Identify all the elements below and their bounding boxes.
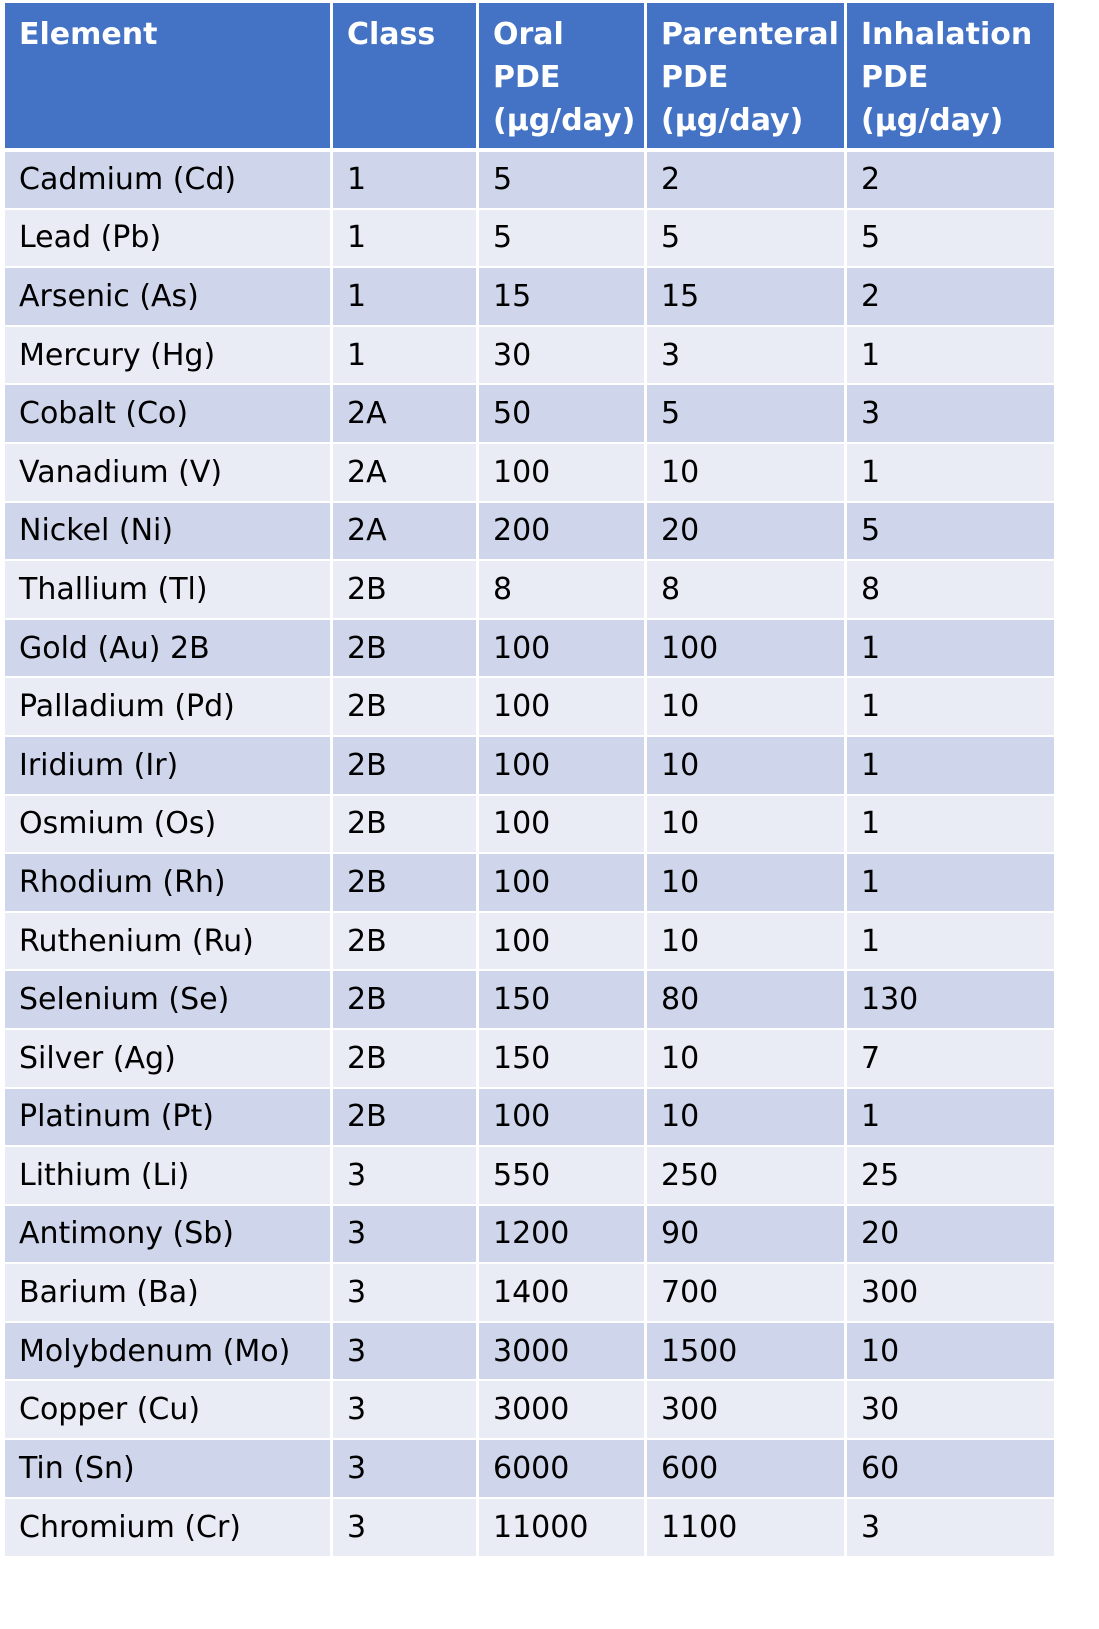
cell-parenteral-pde: 5 [646, 384, 846, 443]
cell-class: 2B [332, 795, 478, 854]
table-row [4, 384, 1056, 443]
cell-inhalation-pde: 1 [846, 736, 1056, 795]
cell-element: Cadmium (Cd) [4, 150, 332, 209]
cell-inhalation-pde: 300 [846, 1263, 1056, 1322]
table-row [4, 1263, 1056, 1322]
cell-oral-pde: 8 [478, 560, 646, 619]
header-parenteral-pde: Parenteral PDE (µg/day) [646, 3, 846, 150]
cell-parenteral-pde: 10 [646, 912, 846, 971]
cell-inhalation-pde: 8 [846, 560, 1056, 619]
header-inhalation-pde: Inhalation PDE (µg/day) [846, 3, 1056, 150]
cell-parenteral-pde: 10 [646, 443, 846, 502]
table-row [4, 209, 1056, 268]
cell-element: Gold (Au) 2B [4, 619, 332, 678]
table-row [4, 853, 1056, 912]
cell-parenteral-pde: 10 [646, 853, 846, 912]
table-body [4, 150, 1056, 1556]
cell-parenteral-pde: 10 [646, 795, 846, 854]
table-row [4, 150, 1056, 209]
cell-oral-pde: 100 [478, 443, 646, 502]
cell-element: Mercury (Hg) [4, 326, 332, 385]
cell-class: 2A [332, 384, 478, 443]
cell-element: Copper (Cu) [4, 1380, 332, 1439]
cell-parenteral-pde: 600 [646, 1439, 846, 1498]
header-oral-pde: Oral PDE (µg/day) [478, 3, 646, 150]
cell-inhalation-pde: 2 [846, 267, 1056, 326]
header-element: Element [4, 3, 332, 150]
cell-inhalation-pde: 130 [846, 970, 1056, 1029]
cell-oral-pde: 100 [478, 677, 646, 736]
cell-inhalation-pde: 1 [846, 443, 1056, 502]
cell-parenteral-pde: 100 [646, 619, 846, 678]
cell-class: 2B [332, 970, 478, 1029]
cell-class: 3 [332, 1146, 478, 1205]
cell-parenteral-pde: 2 [646, 150, 846, 209]
cell-class: 2B [332, 1029, 478, 1088]
cell-inhalation-pde: 1 [846, 912, 1056, 971]
cell-element: Molybdenum (Mo) [4, 1322, 332, 1381]
cell-element: Rhodium (Rh) [4, 853, 332, 912]
table-row [4, 267, 1056, 326]
cell-inhalation-pde: 5 [846, 502, 1056, 561]
cell-element: Selenium (Se) [4, 970, 332, 1029]
cell-parenteral-pde: 10 [646, 677, 846, 736]
cell-class: 3 [332, 1439, 478, 1498]
cell-oral-pde: 550 [478, 1146, 646, 1205]
cell-inhalation-pde: 1 [846, 795, 1056, 854]
cell-parenteral-pde: 90 [646, 1205, 846, 1264]
cell-oral-pde: 100 [478, 619, 646, 678]
cell-class: 1 [332, 209, 478, 268]
table-row [4, 736, 1056, 795]
cell-parenteral-pde: 10 [646, 736, 846, 795]
cell-oral-pde: 100 [478, 736, 646, 795]
cell-inhalation-pde: 30 [846, 1380, 1056, 1439]
cell-element: Osmium (Os) [4, 795, 332, 854]
cell-element: Platinum (Pt) [4, 1088, 332, 1147]
cell-element: Lithium (Li) [4, 1146, 332, 1205]
cell-parenteral-pde: 700 [646, 1263, 846, 1322]
cell-oral-pde: 5 [478, 209, 646, 268]
header-class: Class [332, 3, 478, 150]
cell-class: 2A [332, 502, 478, 561]
cell-parenteral-pde: 20 [646, 502, 846, 561]
cell-element: Tin (Sn) [4, 1439, 332, 1498]
cell-element: Cobalt (Co) [4, 384, 332, 443]
table-row [4, 1088, 1056, 1147]
cell-inhalation-pde: 20 [846, 1205, 1056, 1264]
cell-class: 2B [332, 853, 478, 912]
cell-inhalation-pde: 1 [846, 677, 1056, 736]
cell-oral-pde: 100 [478, 853, 646, 912]
cell-inhalation-pde: 1 [846, 619, 1056, 678]
cell-inhalation-pde: 1 [846, 326, 1056, 385]
table-row [4, 795, 1056, 854]
table-row [4, 912, 1056, 971]
cell-class: 3 [332, 1380, 478, 1439]
cell-parenteral-pde: 3 [646, 326, 846, 385]
table-row [4, 677, 1056, 736]
cell-inhalation-pde: 25 [846, 1146, 1056, 1205]
cell-class: 2A [332, 443, 478, 502]
cell-inhalation-pde: 3 [846, 384, 1056, 443]
header-row [4, 3, 1056, 150]
cell-inhalation-pde: 1 [846, 1088, 1056, 1147]
table-header [4, 3, 1056, 150]
cell-class: 1 [332, 326, 478, 385]
cell-parenteral-pde: 8 [646, 560, 846, 619]
cell-class: 3 [332, 1322, 478, 1381]
cell-parenteral-pde: 5 [646, 209, 846, 268]
cell-oral-pde: 100 [478, 795, 646, 854]
cell-element: Iridium (Ir) [4, 736, 332, 795]
cell-oral-pde: 3000 [478, 1322, 646, 1381]
cell-element: Ruthenium (Ru) [4, 912, 332, 971]
cell-element: Palladium (Pd) [4, 677, 332, 736]
cell-element: Barium (Ba) [4, 1263, 332, 1322]
cell-parenteral-pde: 80 [646, 970, 846, 1029]
cell-oral-pde: 100 [478, 912, 646, 971]
cell-oral-pde: 6000 [478, 1439, 646, 1498]
table-row [4, 1205, 1056, 1264]
cell-oral-pde: 200 [478, 502, 646, 561]
cell-class: 2B [332, 619, 478, 678]
cell-oral-pde: 15 [478, 267, 646, 326]
cell-element: Chromium (Cr) [4, 1498, 332, 1557]
cell-inhalation-pde: 7 [846, 1029, 1056, 1088]
table-row [4, 1439, 1056, 1498]
cell-class: 2B [332, 560, 478, 619]
table-row [4, 502, 1056, 561]
cell-element: Silver (Ag) [4, 1029, 332, 1088]
cell-parenteral-pde: 1100 [646, 1498, 846, 1557]
cell-parenteral-pde: 300 [646, 1380, 846, 1439]
cell-oral-pde: 100 [478, 1088, 646, 1147]
cell-inhalation-pde: 5 [846, 209, 1056, 268]
cell-inhalation-pde: 3 [846, 1498, 1056, 1557]
cell-oral-pde: 1400 [478, 1263, 646, 1322]
cell-oral-pde: 5 [478, 150, 646, 209]
cell-oral-pde: 150 [478, 1029, 646, 1088]
cell-class: 2B [332, 677, 478, 736]
table-row [4, 1029, 1056, 1088]
cell-class: 1 [332, 267, 478, 326]
cell-inhalation-pde: 1 [846, 853, 1056, 912]
table-row [4, 619, 1056, 678]
cell-element: Nickel (Ni) [4, 502, 332, 561]
table-row [4, 970, 1056, 1029]
cell-element: Vanadium (V) [4, 443, 332, 502]
cell-inhalation-pde: 60 [846, 1439, 1056, 1498]
cell-class: 1 [332, 150, 478, 209]
pde-table [2, 3, 1057, 1556]
table-row [4, 443, 1056, 502]
cell-parenteral-pde: 1500 [646, 1322, 846, 1381]
table-row [4, 1380, 1056, 1439]
cell-oral-pde: 50 [478, 384, 646, 443]
cell-parenteral-pde: 10 [646, 1029, 846, 1088]
cell-class: 2B [332, 736, 478, 795]
cell-parenteral-pde: 15 [646, 267, 846, 326]
cell-class: 2B [332, 1088, 478, 1147]
table-row [4, 1322, 1056, 1381]
cell-oral-pde: 30 [478, 326, 646, 385]
cell-element: Thallium (Tl) [4, 560, 332, 619]
cell-oral-pde: 11000 [478, 1498, 646, 1557]
cell-inhalation-pde: 2 [846, 150, 1056, 209]
cell-element: Arsenic (As) [4, 267, 332, 326]
cell-oral-pde: 3000 [478, 1380, 646, 1439]
cell-oral-pde: 150 [478, 970, 646, 1029]
table-row [4, 560, 1056, 619]
cell-oral-pde: 1200 [478, 1205, 646, 1264]
cell-class: 3 [332, 1205, 478, 1264]
cell-inhalation-pde: 10 [846, 1322, 1056, 1381]
cell-class: 2B [332, 912, 478, 971]
cell-class: 3 [332, 1263, 478, 1322]
cell-class: 3 [332, 1498, 478, 1557]
cell-parenteral-pde: 10 [646, 1088, 846, 1147]
table-row [4, 326, 1056, 385]
cell-element: Lead (Pb) [4, 209, 332, 268]
table-row [4, 1498, 1056, 1557]
cell-parenteral-pde: 250 [646, 1146, 846, 1205]
table-row [4, 1146, 1056, 1205]
cell-element: Antimony (Sb) [4, 1205, 332, 1264]
